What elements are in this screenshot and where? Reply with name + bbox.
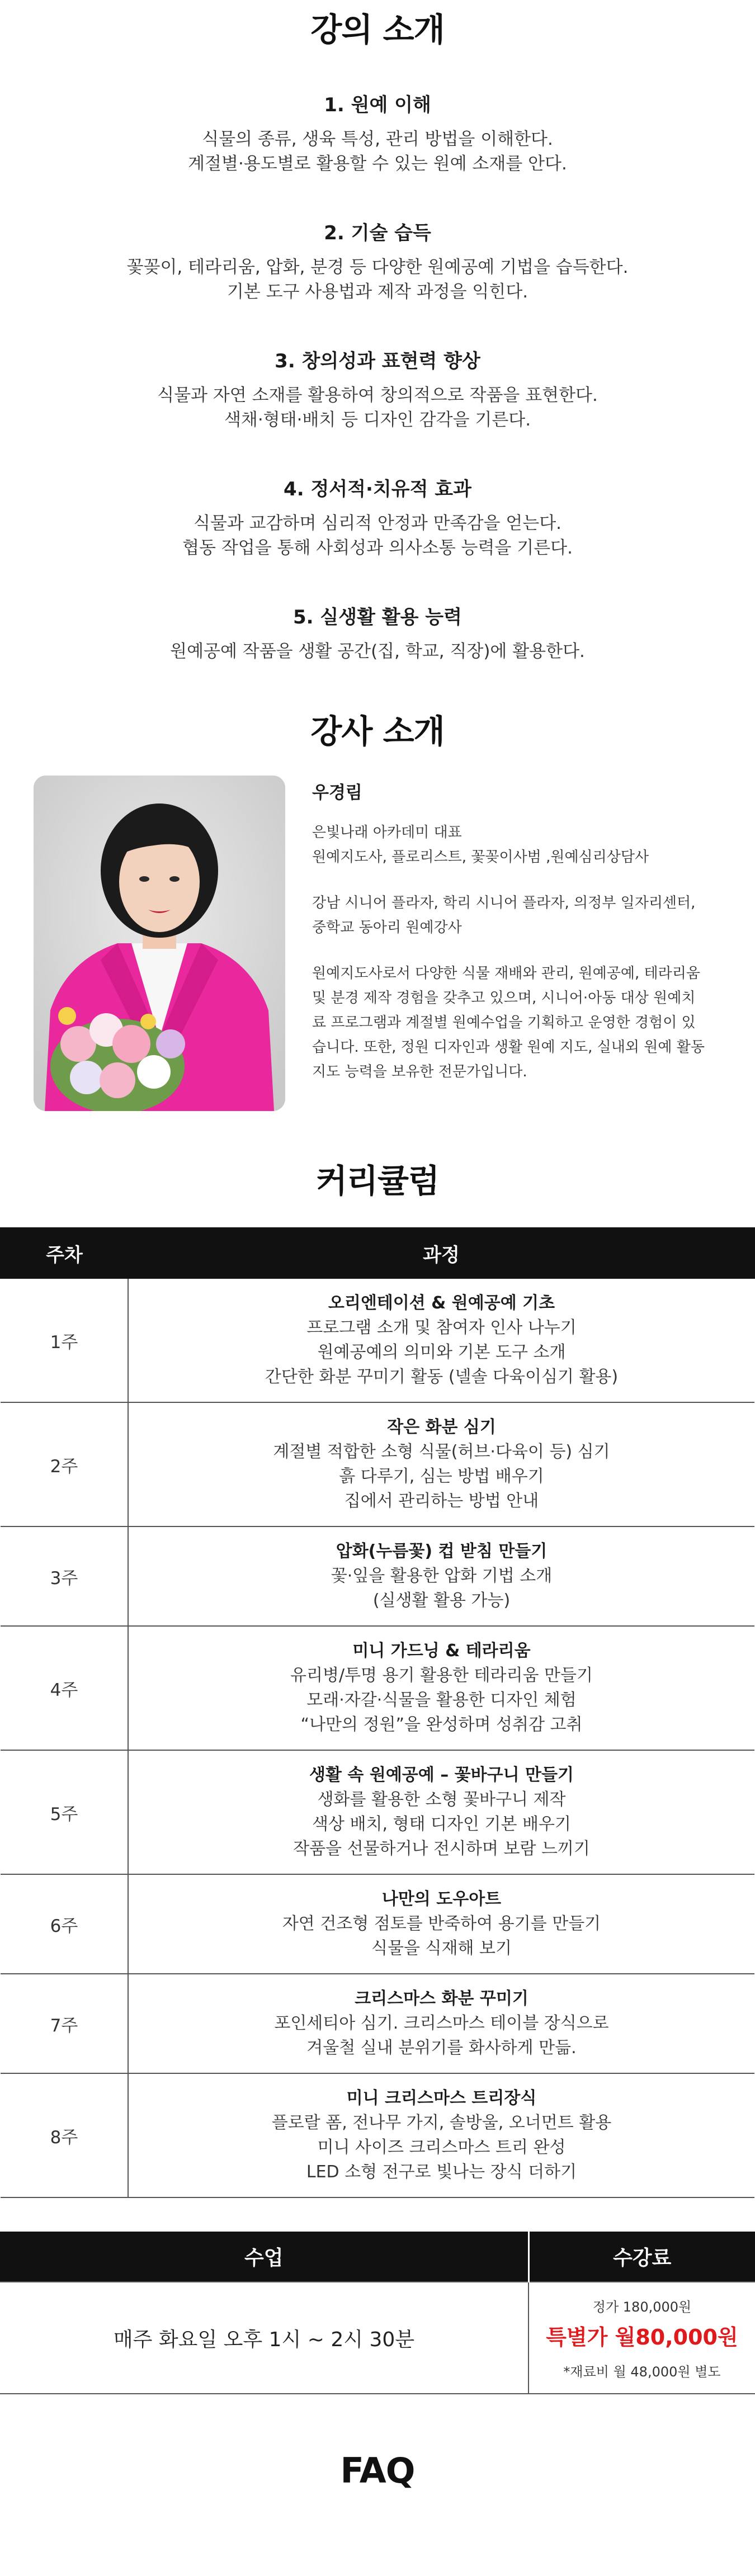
fee-column-header: 수강료 (528, 2232, 755, 2282)
curriculum-topic (128, 1974, 754, 2073)
curriculum-topic-line: 유리병/투명 용기 활용한 테라리움 만들기 (290, 1666, 593, 1685)
class-schedule: 매주 화요일 오후 1시 ~ 2시 30분 (0, 2282, 528, 2394)
curriculum-topic (128, 1626, 754, 1750)
curriculum-row (1, 1278, 754, 1402)
curriculum-topic-line: 집에서 관리하는 방법 안내 (344, 1491, 539, 1511)
curriculum-row (1, 1626, 754, 1750)
curriculum-week: 5주 (1, 1750, 128, 1874)
week-column-header: 주차 (1, 1228, 128, 1278)
goal-list (0, 89, 755, 664)
instructor-portrait-illustration (34, 776, 285, 1111)
curriculum-topic-line: 꽃·잎을 활용한 압화 기법 소개 (331, 1566, 553, 1586)
fee-regular-price: 정가 180,000원 (592, 2299, 692, 2315)
curriculum-topic-line: 작품을 선물하거나 전시하며 보람 느끼기 (293, 1839, 590, 1859)
intro-title: 강의 소개 (310, 11, 445, 49)
curriculum-week: 8주 (1, 2073, 128, 2197)
curriculum-topic (128, 2073, 754, 2197)
instructor-title: 강사 소개 (310, 712, 445, 750)
fee-special-price: 특별가 월80,000원 (546, 2324, 738, 2350)
curriculum-topic-line: 프로그램 소개 및 참여자 인사 나누기 (306, 1318, 577, 1337)
curriculum-topic-title: 압화(누름꽃) 컵 받침 만들기 (336, 1542, 548, 1561)
instructor-photo (34, 776, 285, 1111)
curriculum-row (1, 1874, 754, 1974)
curriculum-row (1, 2073, 754, 2197)
goal-title: 1. 원예 이해 (324, 94, 431, 116)
instructor-bio-paragraph (312, 820, 726, 869)
instructor-bio (312, 820, 726, 1084)
curriculum-topic-line: 모래·자갈·식물을 활용한 디자인 체험 (306, 1690, 577, 1710)
goal-description: 색채·형태·배치 등 디자인 감각을 기른다. (224, 410, 531, 430)
goal-description: 기본 도구 사용법과 제작 과정을 익힌다. (226, 282, 528, 302)
fee-cell (528, 2282, 755, 2394)
class-column-header: 수업 (0, 2232, 528, 2282)
curriculum-topic-line: 식물을 식재해 보기 (371, 1939, 512, 1958)
instructor-bio-paragraph (312, 891, 726, 940)
instructor-name: 우경림 (312, 783, 362, 803)
curriculum-week: 6주 (1, 1874, 128, 1974)
goal-title: 5. 실생활 활용 능력 (293, 606, 462, 628)
goal-item (0, 89, 755, 176)
course-column-header: 과정 (128, 1228, 754, 1278)
goal-item (0, 218, 755, 304)
instructor-bio-line: 료 프로그램과 계절별 원예수업을 기획하고 운영한 경험이 있 (312, 1014, 696, 1031)
curriculum-row (1, 1750, 754, 1874)
curriculum-topic-line: 미니 사이즈 크리스마스 트리 완성 (317, 2138, 566, 2157)
instructor-bio-line: 중학교 동아리 원예강사 (312, 919, 462, 936)
curriculum-topic-line: 원예공예의 의미와 기본 도구 소개 (317, 1343, 566, 1362)
class-info-table (0, 2232, 755, 2394)
curriculum-topic (128, 1874, 754, 1974)
goal-description: 원예공예 작품을 생활 공간(집, 학교, 직장)에 활용한다. (170, 641, 585, 661)
curriculum-topic-line: 간단한 화분 꾸미기 활동 (넬솔 다육이심기 활용) (265, 1367, 619, 1387)
curriculum-topic (128, 1278, 754, 1402)
curriculum-table (0, 1227, 755, 2198)
instructor-bio-line: 원예지도사로서 다양한 식물 재배와 관리, 원예공예, 테라리움 (312, 965, 701, 982)
goal-title: 2. 기술 습득 (324, 222, 431, 244)
goal-item (0, 346, 755, 432)
curriculum-row (1, 1402, 754, 1526)
goal-description: 협동 작업을 통해 사회성과 의사소통 능력을 기른다. (182, 538, 573, 558)
instructor-info (312, 776, 726, 1111)
curriculum-row (1, 1974, 754, 2073)
curriculum-topic-title: 미니 크리스마스 트리장식 (346, 2088, 537, 2108)
curriculum-topic-line: 자연 건조형 점토를 반죽하여 용기를 만들기 (282, 1914, 601, 1934)
faq-section (0, 2450, 755, 2491)
instructor-bio-line: 강남 시니어 플라자, 학리 시니어 플라자, 의정부 일자리센터, (312, 895, 696, 911)
curriculum-topic-line: “나만의 정원”을 완성하며 성취감 고취 (300, 1715, 583, 1734)
faq-title: FAQ (340, 2450, 415, 2491)
instructor-bio-line: 원예지도사, 플로리스트, 꽃꽂이사범 ,원예심리상담사 (312, 849, 649, 866)
curriculum-week: 2주 (1, 1402, 128, 1526)
curriculum-week: 3주 (1, 1526, 128, 1626)
curriculum-topic-line: 플로랄 폼, 전나무 가지, 솔방울, 오너먼트 활용 (271, 2113, 612, 2133)
curriculum-week: 1주 (1, 1278, 128, 1402)
curriculum-title: 커리큘럼 (315, 1162, 440, 1200)
curriculum-topic (128, 1526, 754, 1626)
class-info-section (0, 2232, 755, 2394)
curriculum-section (0, 1155, 755, 2198)
curriculum-topic-line: 포인세티아 심기. 크리스마스 테이블 장식으로 (274, 2013, 609, 2033)
curriculum-topic-line: 겨울철 실내 분위기를 화사하게 만듦. (306, 2038, 577, 2058)
goal-item (0, 602, 755, 664)
curriculum-topic-line: 생화를 활용한 소형 꽃바구니 제작 (317, 1790, 566, 1809)
intro-section (0, 0, 755, 664)
curriculum-topic-title: 나만의 도우아트 (381, 1889, 502, 1909)
class-info-row (0, 2282, 755, 2394)
curriculum-topic-line: 흙 다루기, 심는 방법 배우기 (339, 1467, 544, 1486)
goal-description: 식물과 교감하며 심리적 안정과 만족감을 얻는다. (193, 513, 562, 533)
curriculum-topic-title: 생활 속 원예공예 – 꽃바구니 만들기 (309, 1765, 574, 1785)
goal-title: 4. 정서적·치유적 효과 (284, 478, 471, 500)
goal-description: 계절별·용도별로 활용할 수 있는 원예 소재를 안다. (188, 154, 567, 174)
instructor-bio-line: 지도 능력을 보유한 전문가입니다. (312, 1064, 527, 1080)
curriculum-topic-title: 미니 가드닝 & 테라리움 (352, 1641, 531, 1661)
curriculum-topic-title: 오리엔테이션 & 원예공예 기초 (328, 1293, 555, 1313)
curriculum-topic-line: 계절별 적합한 소형 식물(허브·다육이 등) 심기 (273, 1442, 610, 1462)
fee-material-note: *재료비 월 48,000원 별도 (563, 2364, 721, 2380)
goal-description: 식물의 종류, 생육 특성, 관리 방법을 이해한다. (202, 129, 553, 149)
curriculum-week: 4주 (1, 1626, 128, 1750)
goal-description: 꽃꽂이, 테라리움, 압화, 분경 등 다양한 원예공예 기법을 습득한다. (126, 257, 629, 277)
goal-description: 식물과 자연 소재를 활용하여 창의적으로 작품을 표현한다. (157, 385, 598, 405)
curriculum-topic-line: 색상 배치, 형태 디자인 기본 배우기 (312, 1814, 571, 1834)
instructor-bio-line: 은빛나래 아카데미 대표 (312, 824, 462, 841)
curriculum-topic (128, 1402, 754, 1526)
curriculum-topic (128, 1750, 754, 1874)
curriculum-topic-line: (실생활 활용 가능) (372, 1591, 511, 1610)
instructor-bio-line: 습니다. 또한, 정원 디자인과 생활 원예 지도, 실내외 원예 활동 (312, 1039, 705, 1056)
curriculum-topic-title: 크리스마스 화분 꾸미기 (355, 1989, 528, 2008)
instructor-bio-line: 및 분경 제작 경험을 갖추고 있으며, 시니어·아동 대상 원예치 (312, 990, 696, 1006)
curriculum-topic-title: 작은 화분 심기 (387, 1417, 496, 1437)
instructor-section (0, 705, 755, 1111)
curriculum-week: 7주 (1, 1974, 128, 2073)
curriculum-row (1, 1526, 754, 1626)
goal-item (0, 474, 755, 560)
curriculum-topic-line: LED 소형 전구로 빛나는 장식 더하기 (306, 2162, 577, 2182)
instructor-bio-paragraph (312, 961, 726, 1084)
goal-title: 3. 창의성과 표현력 향상 (275, 350, 480, 372)
